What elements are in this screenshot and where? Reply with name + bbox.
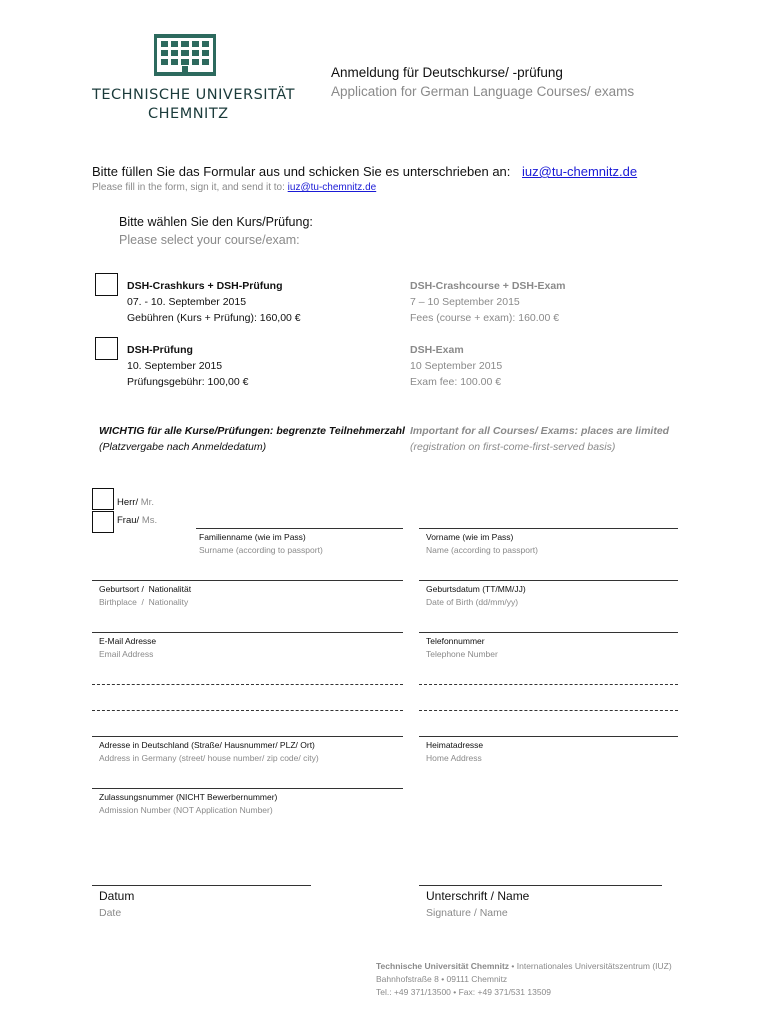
signature-label-en: Signature / Name bbox=[426, 907, 508, 919]
address-germany-label bbox=[99, 739, 319, 765]
name-field[interactable] bbox=[419, 528, 678, 529]
email-label bbox=[99, 635, 156, 661]
course-title-en: DSH-Crashcourse + DSH-Exam bbox=[410, 280, 566, 292]
course-crashkurs-en bbox=[410, 278, 566, 326]
important-notice-en bbox=[410, 423, 669, 455]
course-date: 07. - 10. September 2015 bbox=[127, 296, 247, 308]
date-label-en: Date bbox=[99, 907, 122, 919]
admission-number-label-de: Zulassungsnummer (NICHT Bewerbernummer) bbox=[99, 792, 278, 802]
herr-label-de: Herr/ bbox=[117, 497, 139, 508]
admission-number-field[interactable] bbox=[92, 788, 403, 789]
signature-field[interactable] bbox=[419, 885, 662, 886]
frau-label-en: Ms. bbox=[141, 515, 158, 526]
home-address-label-de: Heimatadresse bbox=[426, 740, 484, 750]
dob-label-en: Date of Birth (dd/mm/yy) bbox=[426, 597, 519, 607]
course-exam bbox=[127, 342, 248, 390]
birthplace-label bbox=[99, 583, 191, 609]
university-logo bbox=[92, 34, 295, 124]
instruction-text bbox=[92, 164, 637, 179]
admission-number-label-en: Admission Number (NOT Application Number) bbox=[99, 805, 273, 815]
frau-label-de: Frau/ bbox=[117, 515, 140, 526]
instruction-text-en bbox=[92, 182, 376, 193]
dob-label-de: Geburtsdatum (TT/MM/JJ) bbox=[426, 584, 526, 594]
address-germany-line-2[interactable] bbox=[92, 710, 403, 711]
birthplace-field[interactable] bbox=[92, 580, 403, 581]
phone-field[interactable] bbox=[419, 632, 678, 633]
select-course-label-en: Please select your course/exam: bbox=[119, 233, 300, 247]
course-fee: Prüfungsgebühr: 100,00 € bbox=[127, 376, 249, 388]
footer-contact: Tel.: +49 371/13500 • Fax: +49 371/531 13509 bbox=[376, 987, 552, 997]
footer bbox=[376, 960, 672, 999]
phone-label-en: Telephone Number bbox=[426, 649, 498, 659]
home-address-line-1[interactable] bbox=[419, 684, 678, 685]
address-germany-field[interactable] bbox=[92, 736, 403, 737]
birthplace-label-de: Geburtsort / Nationalität bbox=[99, 584, 192, 594]
important-notice-sub-en: (registration on first-come-first-served basis) bbox=[410, 441, 616, 453]
phone-label-de: Telefonnummer bbox=[426, 636, 485, 646]
address-germany-label-de: Adresse in Deutschland (Straße/ Hausnummer/ PLZ/ Ort) bbox=[99, 740, 315, 750]
name-label-de: Vorname (wie im Pass) bbox=[426, 532, 514, 542]
herr-label bbox=[117, 497, 154, 508]
surname-label bbox=[199, 531, 323, 557]
course-title-en: DSH-Exam bbox=[410, 344, 464, 356]
course-fee: Gebühren (Kurs + Prüfung): 160,00 € bbox=[127, 312, 301, 324]
important-notice-title-en: Important for all Courses/ Exams: places are limited bbox=[410, 425, 670, 437]
email-field[interactable] bbox=[92, 632, 403, 633]
dob-field[interactable] bbox=[419, 580, 678, 581]
course-date-en: 10 September 2015 bbox=[410, 360, 503, 372]
important-notice-sub: (Platzvergabe nach Anmeldedatum) bbox=[99, 441, 267, 453]
form-title-en: Application for German Language Courses/ exams bbox=[331, 84, 635, 99]
birthplace-label-en: Birthplace / Nationality bbox=[99, 597, 189, 607]
course-title: DSH-Crashkurs + DSH-Prüfung bbox=[127, 280, 283, 292]
name-label bbox=[426, 531, 538, 557]
signature-label bbox=[426, 888, 529, 922]
footer-org: Technische Universität Chemnitz bbox=[376, 961, 510, 971]
important-notice-title: WICHTIG für alle Kurse/Prüfungen: begrenzte Teilnehmerzahl bbox=[99, 425, 405, 437]
admission-number-label bbox=[99, 791, 277, 817]
form-title: Anmeldung für Deutschkurse/ -prüfung bbox=[331, 65, 563, 80]
course-date: 10. September 2015 bbox=[127, 360, 223, 372]
name-label-en: Name (according to passport) bbox=[426, 545, 538, 555]
address-germany-label-en: Address in Germany (street/ house number/ zip code/ city) bbox=[99, 753, 319, 763]
course-exam-checkbox[interactable] bbox=[95, 337, 118, 360]
email-label-de: E-Mail Adresse bbox=[99, 636, 157, 646]
home-address-field[interactable] bbox=[419, 736, 678, 737]
footer-address: Bahnhofstraße 8 • 09111 Chemnitz bbox=[376, 974, 508, 984]
course-crashkurs-checkbox[interactable] bbox=[95, 273, 118, 296]
address-germany-line-1[interactable] bbox=[92, 684, 403, 685]
instruction-de: Bitte füllen Sie das Formular aus und schicken Sie es unterschrieben an: bbox=[92, 164, 511, 179]
home-address-label-en: Home Address bbox=[426, 753, 482, 763]
course-fee-en: Exam fee: 100.00 € bbox=[410, 376, 502, 388]
email-link-en[interactable]: iuz@tu-chemnitz.de bbox=[287, 182, 377, 193]
instruction-en: Please fill in the form, sign it, and send it to: bbox=[92, 182, 285, 193]
surname-field[interactable] bbox=[196, 528, 403, 529]
herr-label-en: Mr. bbox=[140, 497, 154, 508]
dob-label bbox=[426, 583, 526, 609]
footer-org-rest: • Internationales Universitätszentrum (IUZ) bbox=[509, 961, 672, 971]
date-field[interactable] bbox=[92, 885, 311, 886]
course-date-en: 7 – 10 September 2015 bbox=[410, 296, 520, 308]
university-building-icon bbox=[154, 34, 216, 76]
date-label bbox=[99, 888, 134, 922]
frau-label bbox=[117, 515, 157, 526]
herr-checkbox[interactable] bbox=[92, 488, 114, 510]
course-fee-en: Fees (course + exam): 160.00 € bbox=[410, 312, 560, 324]
email-link[interactable]: iuz@tu-chemnitz.de bbox=[522, 164, 638, 179]
course-exam-en bbox=[410, 342, 502, 390]
important-notice bbox=[99, 423, 405, 455]
frau-checkbox[interactable] bbox=[92, 511, 114, 533]
email-label-en: Email Address bbox=[99, 649, 154, 659]
home-address-line-2[interactable] bbox=[419, 710, 678, 711]
logo-line-2: CHEMNITZ bbox=[148, 106, 229, 122]
logo-line-1: TECHNISCHE UNIVERSITÄT bbox=[92, 87, 295, 103]
phone-label bbox=[426, 635, 498, 661]
course-title: DSH-Prüfung bbox=[127, 344, 193, 356]
surname-label-de: Familienname (wie im Pass) bbox=[199, 532, 306, 542]
course-crashkurs bbox=[127, 278, 301, 326]
footer-org-line bbox=[376, 960, 672, 973]
surname-label-en: Surname (according to passport) bbox=[199, 545, 323, 555]
date-label-de: Datum bbox=[99, 889, 135, 903]
signature-label-de: Unterschrift / Name bbox=[426, 889, 530, 903]
home-address-label bbox=[426, 739, 483, 765]
select-course-label: Bitte wählen Sie den Kurs/Prüfung: bbox=[119, 215, 313, 229]
